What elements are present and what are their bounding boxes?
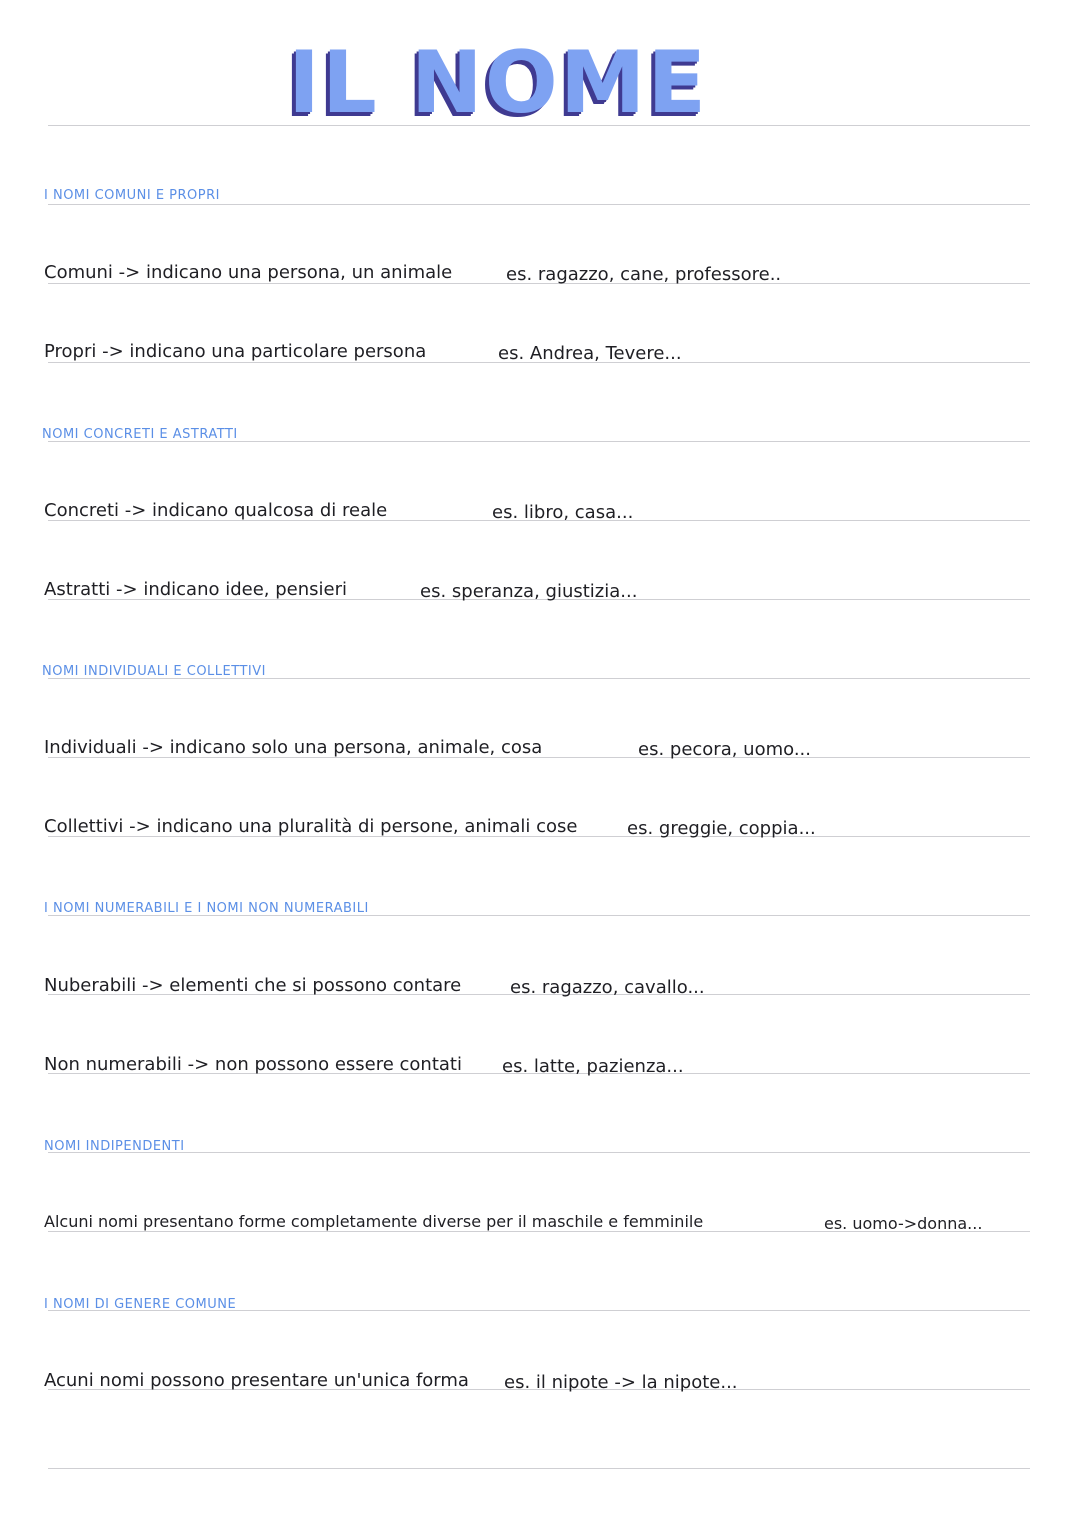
definition-line: Propri -> indicano una particolare persona <box>44 341 427 362</box>
section-heading: I NOMI DI GENERE COMUNE <box>44 1297 237 1312</box>
example-text: es. ragazzo, cane, professore.. <box>506 264 782 285</box>
section-heading: I NOMI NUMERABILI E I NOMI NON NUMERABILI <box>44 901 369 916</box>
section-heading: NOMI CONCRETI E ASTRATTI <box>42 427 238 442</box>
ruled-line <box>48 1152 1030 1153</box>
example-text: es. greggie, coppia... <box>627 818 816 839</box>
ruled-line <box>48 204 1030 205</box>
definition-line: Concreti -> indicano qualcosa di reale <box>44 500 388 521</box>
ruled-line <box>48 1468 1030 1469</box>
definition-line: Individuali -> indicano solo una persona, animale, cosa <box>44 737 543 758</box>
example-text: es. uomo->donna... <box>824 1214 983 1233</box>
example-text: es. pecora, uomo... <box>638 739 811 760</box>
definition-line: Collettivi -> indicano una pluralità di persone, animali cose <box>44 816 578 837</box>
section-heading: NOMI INDIVIDUALI E COLLETTIVI <box>42 664 266 679</box>
example-text: es. ragazzo, cavallo... <box>510 977 705 998</box>
definition-line: Comuni -> indicano una persona, un animale <box>44 262 453 283</box>
definition-line: Alcuni nomi presentano forme completamente diverse per il maschile e femminile <box>44 1212 704 1231</box>
section-heading: NOMI INDIPENDENTI <box>44 1139 185 1154</box>
example-text: es. il nipote -> la nipote... <box>504 1372 738 1393</box>
definition-line: Non numerabili -> non possono essere contati <box>44 1054 462 1075</box>
example-text: es. latte, pazienza... <box>502 1056 684 1077</box>
page-title: IL NOME <box>288 33 709 133</box>
example-text: es. speranza, giustizia... <box>420 581 638 602</box>
section-heading: I NOMI COMUNI E PROPRI <box>44 188 220 203</box>
definition-line: Nuberabili -> elementi che si possono contare <box>44 975 462 996</box>
example-text: es. Andrea, Tevere... <box>498 343 682 364</box>
definition-line: Astratti -> indicano idee, pensieri <box>44 579 348 600</box>
definition-line: Acuni nomi possono presentare un'unica forma <box>44 1370 469 1391</box>
example-text: es. libro, casa... <box>492 502 634 523</box>
